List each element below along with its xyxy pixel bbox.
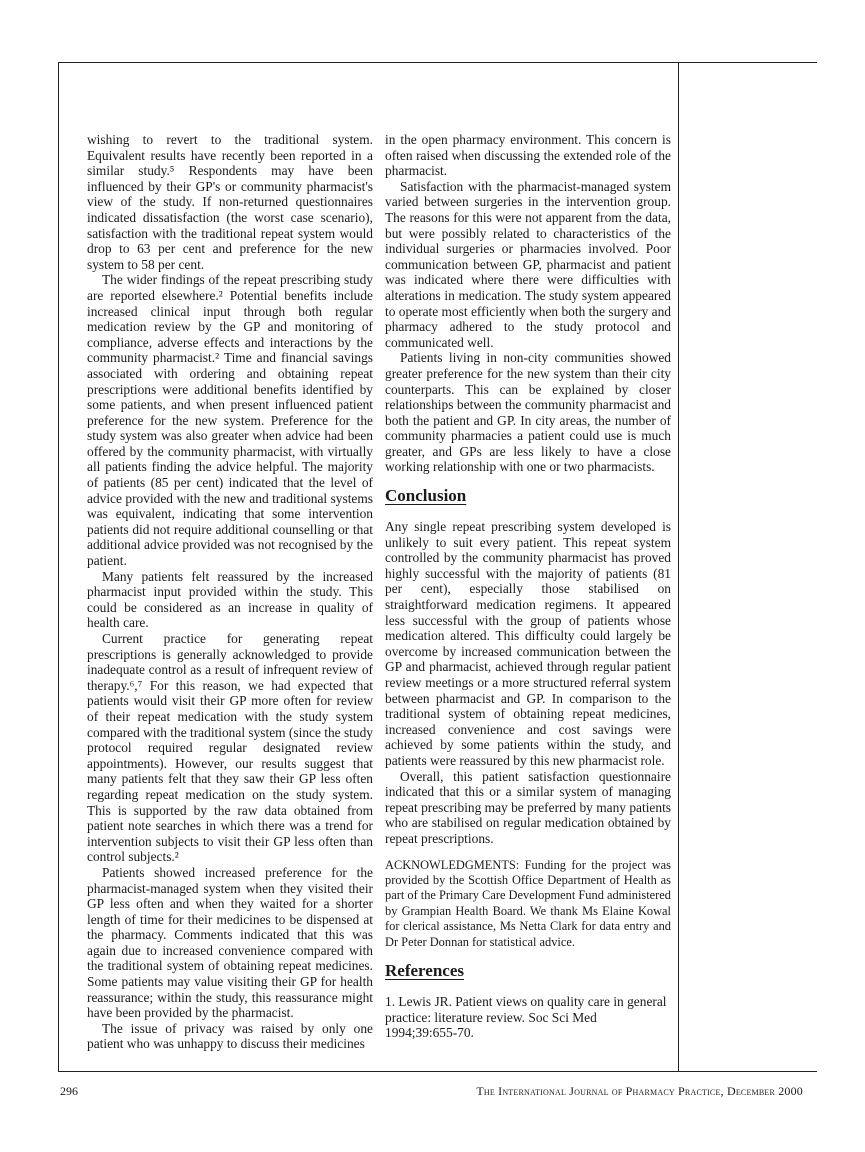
paragraph: in the open pharmacy environment. This concern is often raised when discussing the extended role of the pharmacist. bbox=[385, 132, 671, 179]
references-heading: References bbox=[385, 960, 464, 980]
paragraph: The issue of privacy was raised by only one patient who was unhappy to discuss their medicines bbox=[87, 1020, 373, 1052]
page-frame-bottom-rule bbox=[58, 1071, 817, 1072]
conclusion-heading: Conclusion bbox=[385, 486, 467, 506]
paragraph: Overall, this patient satisfaction questionnaire indicated that this or a similar system of managing repeat prescribing may be preferred by many patients who are stabilised on regular medication obtained by repeat prescriptions. bbox=[385, 768, 671, 846]
running-footer-journal: The International Journal of Pharmacy Practice, December 2000 bbox=[476, 1084, 803, 1098]
page-frame-left-rule bbox=[58, 62, 59, 1072]
page-frame-right-rule bbox=[678, 62, 679, 1072]
paragraph: Patients showed increased preference for the pharmacist-managed system when they visited their GP less often and when they waited for a shorter length of time for their medicines to be dispensed at the pharmacy. Comments indicated that this was again due to increased convenience compared with the traditional system of obtaining repeat medicines. Some patients may value visiting their GP for health reassurance; within the study, this reassurance might have been provided by the pharmacist. bbox=[87, 864, 373, 1021]
paragraph: Many patients felt reassured by the increased pharmacist input provided within the study. This could be considered as an increase in quality of health care. bbox=[87, 568, 373, 631]
paragraph: The wider findings of the repeat prescribing study are reported elsewhere.² Potential benefits include increased clinical input through both regular medication review by the GP and monitoring of compliance, adverse effects and interactions by the community pharmacist.² Time and financial savings associated with ordering and obtaining repeat prescriptions were additional benefits identified by some patients, and when present influenced patient preference for the new system. Preference for the study system was also greater when advice had been offered by the community pharmacist, with virtually all patients finding the advice helpful. The majority of patients (85 per cent) indicated that the level of advice provided with the new and traditional systems was equivalent, indicating that some intervention patients did not require additional counselling or that additional advice provided was not recognised by the patient. bbox=[87, 272, 373, 569]
paragraph: Patients living in non-city communities showed greater preference for the new system than their city counterparts. This can be explained by closer relationships between the community pharmacist and both the patient and GP. In city areas, the number of community pharmacies a patient could use is much greater, and GPs are less likely to have a close working relationship with one or two pharmacists. bbox=[385, 350, 671, 475]
acknowledgments: ACKNOWLEDGMENTS: Funding for the project was provided by the Scottish Office Department of Health as part of the Primary Care Development Fund administered by Grampian Health Board. We thank Ms Elaine Kowal for clerical assistance, Ms Netta Clark for data entry and Dr Peter Donnan for statistical advice. bbox=[385, 857, 671, 949]
right-column bbox=[385, 132, 671, 1041]
paragraph: Satisfaction with the pharmacist-managed system varied between surgeries in the intervention group. The reasons for this were not apparent from the data, but were possibly related to characteristics of the individual surgeries or pharmacies involved. Poor communication between GP, pharmacist and patient was indicated where there were difficulties with alterations in medication. The study system appeared to operate most efficiently when both the surgery and pharmacy adhered to the study protocol and communicated well. bbox=[385, 178, 671, 350]
left-column bbox=[87, 132, 373, 1052]
reference-item: 1. Lewis JR. Patient views on quality care in general practice: literature review. Soc Sci Med 1994;39:655-70. bbox=[385, 993, 667, 1041]
paragraph: wishing to revert to the traditional system. Equivalent results have recently been reported in a similar study.⁵ Respondents may have been influenced by their GP's or community pharmacist's view of the study. If non-returned questionnaires indicated dissatisfaction (the worst case scenario), satisfaction with the traditional repeat system would drop to 63 per cent and preference for the new system to 58 per cent. bbox=[87, 132, 373, 272]
page-frame-top-rule bbox=[58, 62, 817, 63]
paragraph: Current practice for generating repeat prescriptions is generally acknowledged to provide inadequate control as a result of infrequent review of therapy.⁶,⁷ For this reason, we had expected that patients would visit their GP more often for review of their repeat medication with the study system compared with the traditional system (since the study protocol required regular designated review appointments). However, our results suggest that many patients felt that they saw their GP less often regarding repeat medication on the study system. This is supported by the raw data obtained from patient note searches in which there was a trend for intervention subjects to visit their GP less often than control subjects.² bbox=[87, 631, 373, 865]
paragraph: Any single repeat prescribing system developed is unlikely to suit every patient. This repeat system controlled by the community pharmacist has proved highly successful with the majority of patients (81 per cent), especially those stabilised on straightforward medication regimens. It appeared less successful with the group of patients whose medication altered. This difficulty could largely be overcome by increased communication between the GP and pharmacist, achieved through regular patient review meetings or a more structured referral system between pharmacist and GP. In comparison to the traditional system of obtaining repeat medicines, increased convenience and cost savings were achieved by some patients within the study, and patients were reassured by this new pharmacist role. bbox=[385, 519, 671, 768]
page-number: 296 bbox=[60, 1084, 78, 1098]
